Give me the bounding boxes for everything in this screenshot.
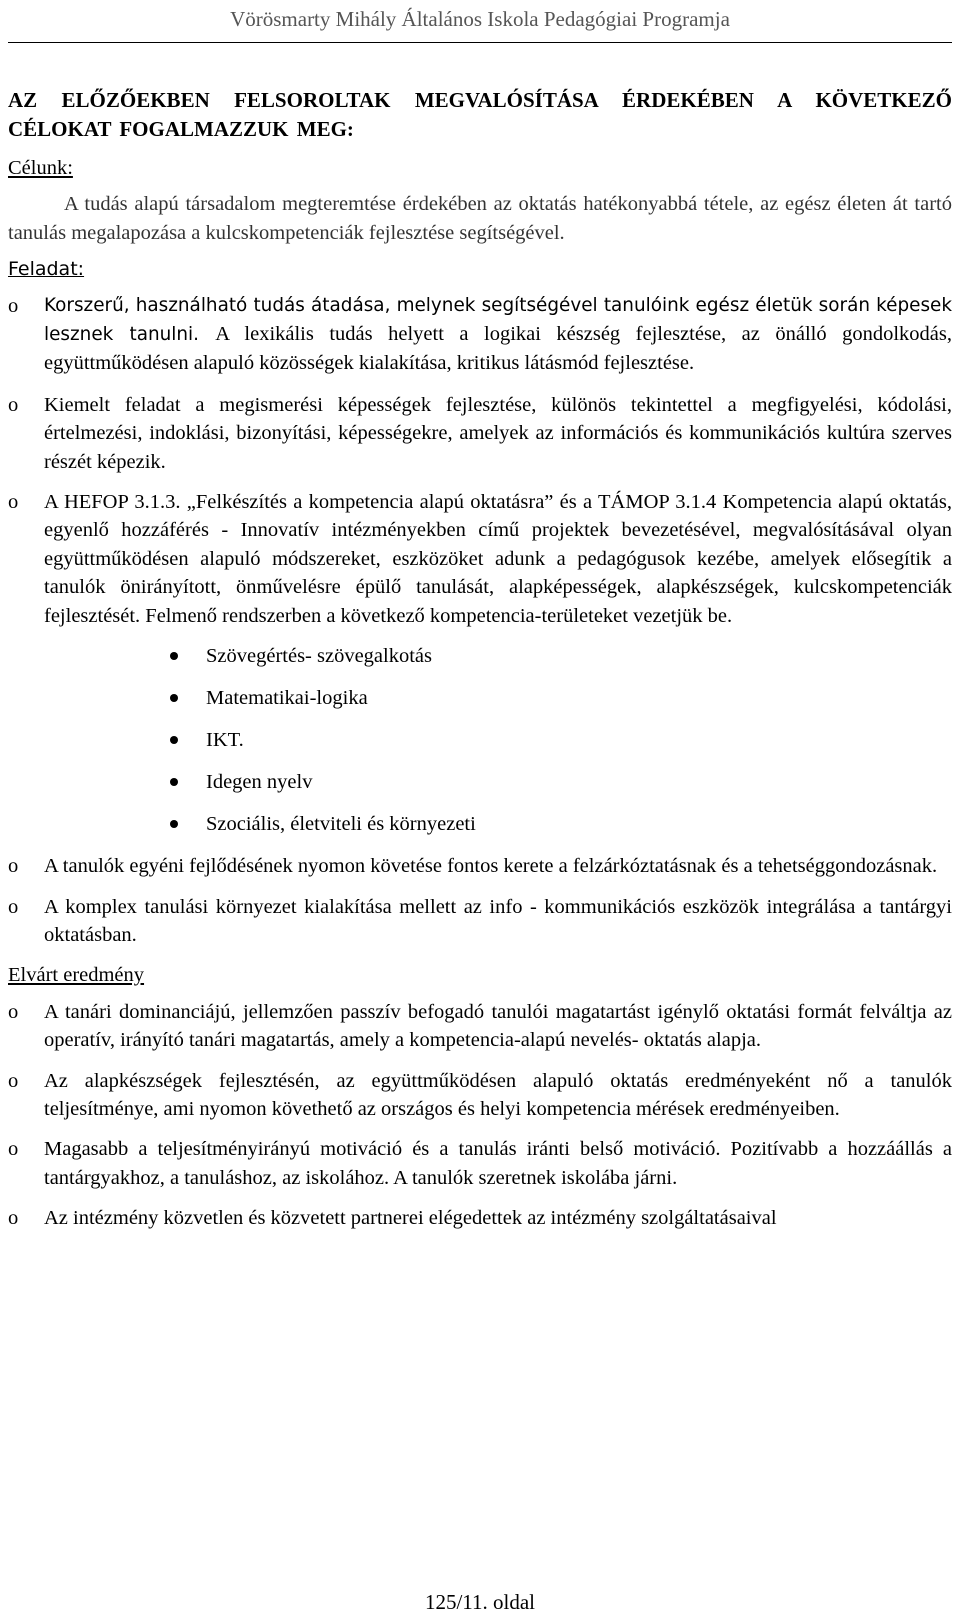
competency-label: Szociális, életviteli és környezeti [206, 813, 476, 836]
document-body [8, 86, 952, 1245]
expected-title: Elvárt eredmény [8, 964, 145, 987]
task-text-b: A lexikális tudás helyett a logikai készség fejlesztése, az önálló gondolkodás, együttműködésen alapuló közösségek kialakítása, kritikus látásmód fejlesztése. [44, 323, 952, 375]
task-item [8, 852, 952, 880]
competency-list [8, 642, 952, 838]
competency-item [8, 768, 952, 796]
bullet-icon [170, 652, 178, 660]
list-marker-icon: o [8, 895, 19, 918]
task-text: A komplex tanulási környezet kialakítása mellett az info - kommunikációs eszközök integrálása a tantárgyi oktatásban. [44, 895, 952, 946]
expected-text: Az alapkészségek fejlesztésén, az együttműködésen alapuló oktatás eredményeként nő a tanulók teljesítménye, ami nyomon követhető az országos és helyi kompetencia mérések eredményeiben. [44, 1069, 952, 1120]
competency-label: IKT. [206, 729, 244, 752]
task-list [8, 292, 952, 630]
running-header: Vörösmarty Mihály Általános Iskola Pedagógiai Programja [230, 7, 730, 31]
task-text: A tanulók egyéni fejlődésének nyomon követése fontos kerete a felzárkóztatásnak és a tehetséggondozásnak. [44, 855, 938, 878]
task-item [8, 292, 952, 379]
competency-label: Idegen nyelv [206, 771, 313, 794]
list-marker-icon: o [8, 1207, 19, 1230]
page-number: 125/11. oldal [424, 1590, 536, 1614]
list-marker-icon: o [8, 1069, 19, 1092]
header-divider [8, 42, 952, 43]
expected-item [8, 998, 952, 1055]
expected-item [8, 1135, 952, 1192]
task-text-a: Korszerű, használható tudás átadása, melynek segítségével tanulóink egész életük során képesek lesznek tanulni. [44, 294, 952, 346]
task-item [8, 391, 952, 476]
list-marker-icon: o [8, 1000, 19, 1023]
main-heading: AZ ELŐZŐEKBEN FELSOROLTAK MEGVALÓSÍTÁSA ÉRDEKÉBEN A KÖVETKEZŐ CÉLOKAT FOGALMAZZUK MEG: [8, 88, 952, 141]
competency-item [8, 726, 952, 754]
expected-list [8, 998, 952, 1233]
goal-text: A tudás alapú társadalom megteremtése érdekében az oktatás hatékonyabbá tétele, az egész életen át tartó tanulás megalapozása a kulcskompetenciák fejlesztése segítségével. [8, 193, 952, 244]
competency-label: Szövegértés- szövegalkotás [206, 645, 432, 668]
list-marker-icon: o [8, 393, 19, 416]
expected-text: Az intézmény közvetlen és közvetett partnerei elégedettek az intézmény szolgáltatásaival [44, 1207, 777, 1230]
task-title: Feladat: [8, 258, 85, 281]
list-marker-icon: o [8, 491, 19, 514]
bullet-icon [170, 736, 178, 744]
goal-title: Célunk: [8, 157, 73, 179]
expected-item [8, 1204, 952, 1232]
task-text: A HEFOP 3.1.3. „Felkészítés a kompetencia alapú oktatásra” és a TÁMOP 3.1.4 Kompetencia alapú oktatás, egyenlő hozzáférés - Innovatív intézményekben című projektek bevezetésével, megvalósításával olyan együttműködésen alapuló módszereket, eszközöket adunk a pedagógusok kezébe, amelyek elősegítik a tanulók önirányított, önművelésre épülő tanulását, alapképességek, alapkészségek, kulcskompetenciák fejlesztését. Felmenő rendszerben a következő kompetencia-területeket vezetjük be. [44, 491, 952, 627]
expected-item [8, 1067, 952, 1124]
bullet-icon [170, 694, 178, 702]
task-list-continued [8, 852, 952, 949]
competency-label: Matematikai-logika [206, 687, 368, 710]
list-marker-icon: o [8, 1138, 19, 1161]
expected-text: A tanári dominanciájú, jellemzően passzív befogadó tanulói magatartást igénylő oktatási formát felváltja az operatív, irányító tanári magatartás, amely a kompetencia-alapú nevelés- oktatás alapja. [44, 1000, 952, 1052]
bullet-icon [170, 820, 178, 828]
list-marker-icon: o [8, 855, 19, 878]
expected-text: Magasabb a teljesítményirányú motiváció és a tanulás iránti belső motiváció. Pozitívabb a hozzáállás a tantárgyakhoz, a tanuláshoz, az iskolához. A tanulók szeretnek iskolába járni. [44, 1138, 952, 1189]
bullet-icon [170, 778, 178, 786]
task-item [8, 488, 952, 630]
competency-item [8, 642, 952, 670]
task-item [8, 893, 952, 950]
task-text: Kiemelt feladat a megismerési képességek fejlesztése, különös tekintettel a megfigyelési, kódolási, értelmezési, indoklási, bizonyítási, képességekre, amelyek az információs és kommunikációs kultúra szerves részét képezik. [44, 393, 952, 473]
list-marker-icon: o [8, 294, 19, 317]
competency-item [8, 810, 952, 838]
competency-item [8, 684, 952, 712]
